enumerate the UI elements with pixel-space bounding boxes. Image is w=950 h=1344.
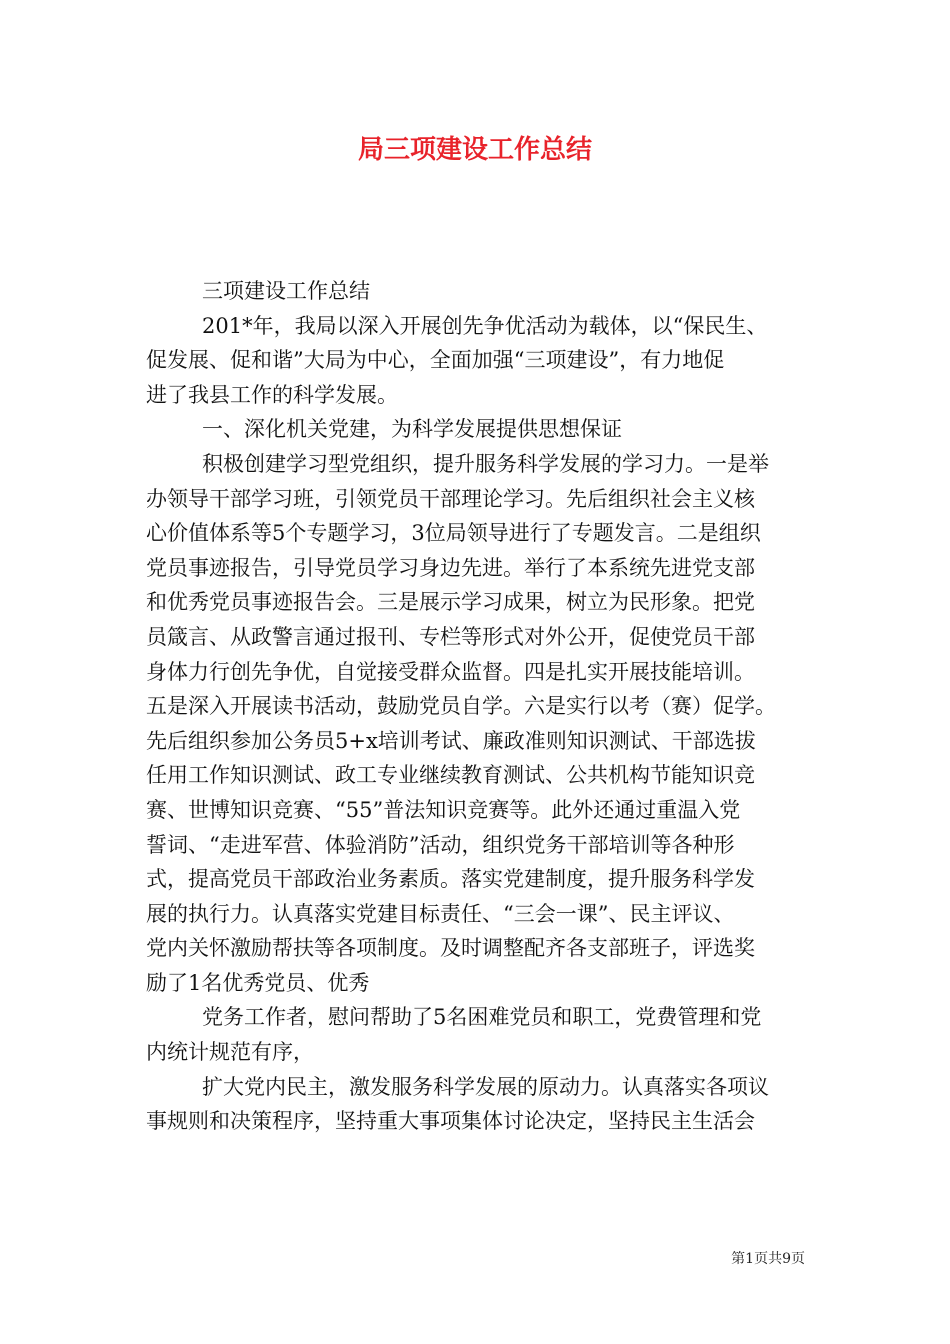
text-line: 党内关怀激励帮扶等各项制度。及时调整配齐各支部班子，评选奖 bbox=[146, 936, 755, 961]
text-line: 进了我县工作的科学发展。 bbox=[146, 382, 398, 407]
page-indicator: 第1页共9页 bbox=[731, 1251, 805, 1267]
text-line: 三项建设工作总结 bbox=[202, 279, 370, 303]
text-line: 扩大党内民主，激发服务科学发展的原动力。认真落实各项议 bbox=[202, 1074, 769, 1099]
text-line: 一、深化机关党建，为科学发展提供思想保证 bbox=[202, 417, 622, 442]
text-line: 五是深入开展读书活动，鼓励党员自学。六是实行以考（赛）促学。 bbox=[146, 694, 776, 719]
text-line: 党务工作者，慰问帮助了5名困难党员和职工，党费管理和党 bbox=[202, 1005, 762, 1030]
text-line: 励了1名优秀党员、优秀 bbox=[146, 970, 370, 995]
document-body bbox=[146, 274, 814, 1139]
text-line: 任用工作知识测试、政工专业继续教育测试、公共机构节能知识竞 bbox=[146, 763, 755, 788]
text-line: 誓词、“走进军营、体验消防”活动，组织党务干部培训等各种形 bbox=[146, 832, 735, 857]
text-line: 员箴言、从政警言通过报刊、专栏等形式对外公开，促使党员干部 bbox=[146, 624, 755, 649]
document-title: 局三项建设工作总结 bbox=[357, 135, 592, 165]
text-line: 展的执行力。认真落实党建目标责任、“三会一课”、民主评议、 bbox=[146, 901, 735, 926]
text-line: 身体力行创先争优，自觉接受群众监督。四是扎实开展技能培训。 bbox=[146, 659, 755, 684]
text-line: 201*年，我局以深入开展创先争优活动为载体，以“保民生、 bbox=[202, 313, 768, 338]
text-line: 和优秀党员事迹报告会。三是展示学习成果，树立为民形象。把党 bbox=[146, 590, 755, 615]
text-line: 赛、世博知识竞赛、“55”普法知识竞赛等。此外还通过重温入党 bbox=[146, 797, 741, 822]
text-line: 先后组织参加公务员5+x培训考试、廉政准则知识测试、干部选拔 bbox=[146, 728, 756, 753]
text-line: 办领导干部学习班，引领党员干部理论学习。先后组织社会主义核 bbox=[146, 486, 755, 511]
text-line: 积极创建学习型党组织，提升服务科学发展的学习力。一是举 bbox=[202, 451, 769, 476]
text-line: 内统计规范有序， bbox=[146, 1040, 314, 1065]
text-line: 式，提高党员干部政治业务素质。落实党建制度，提升服务科学发 bbox=[146, 867, 755, 892]
text-line: 促发展、促和谐”大局为中心，全面加强“三项建设”，有力地促 bbox=[146, 348, 725, 373]
text-line: 党员事迹报告，引导党员学习身边先进。举行了本系统先进党支部 bbox=[146, 555, 755, 580]
text-line: 事规则和决策程序，坚持重大事项集体讨论决定，坚持民主生活会 bbox=[146, 1109, 755, 1134]
text-line: 心价值体系等5个专题学习，3位局领导进行了专题发言。二是组织 bbox=[146, 521, 761, 546]
